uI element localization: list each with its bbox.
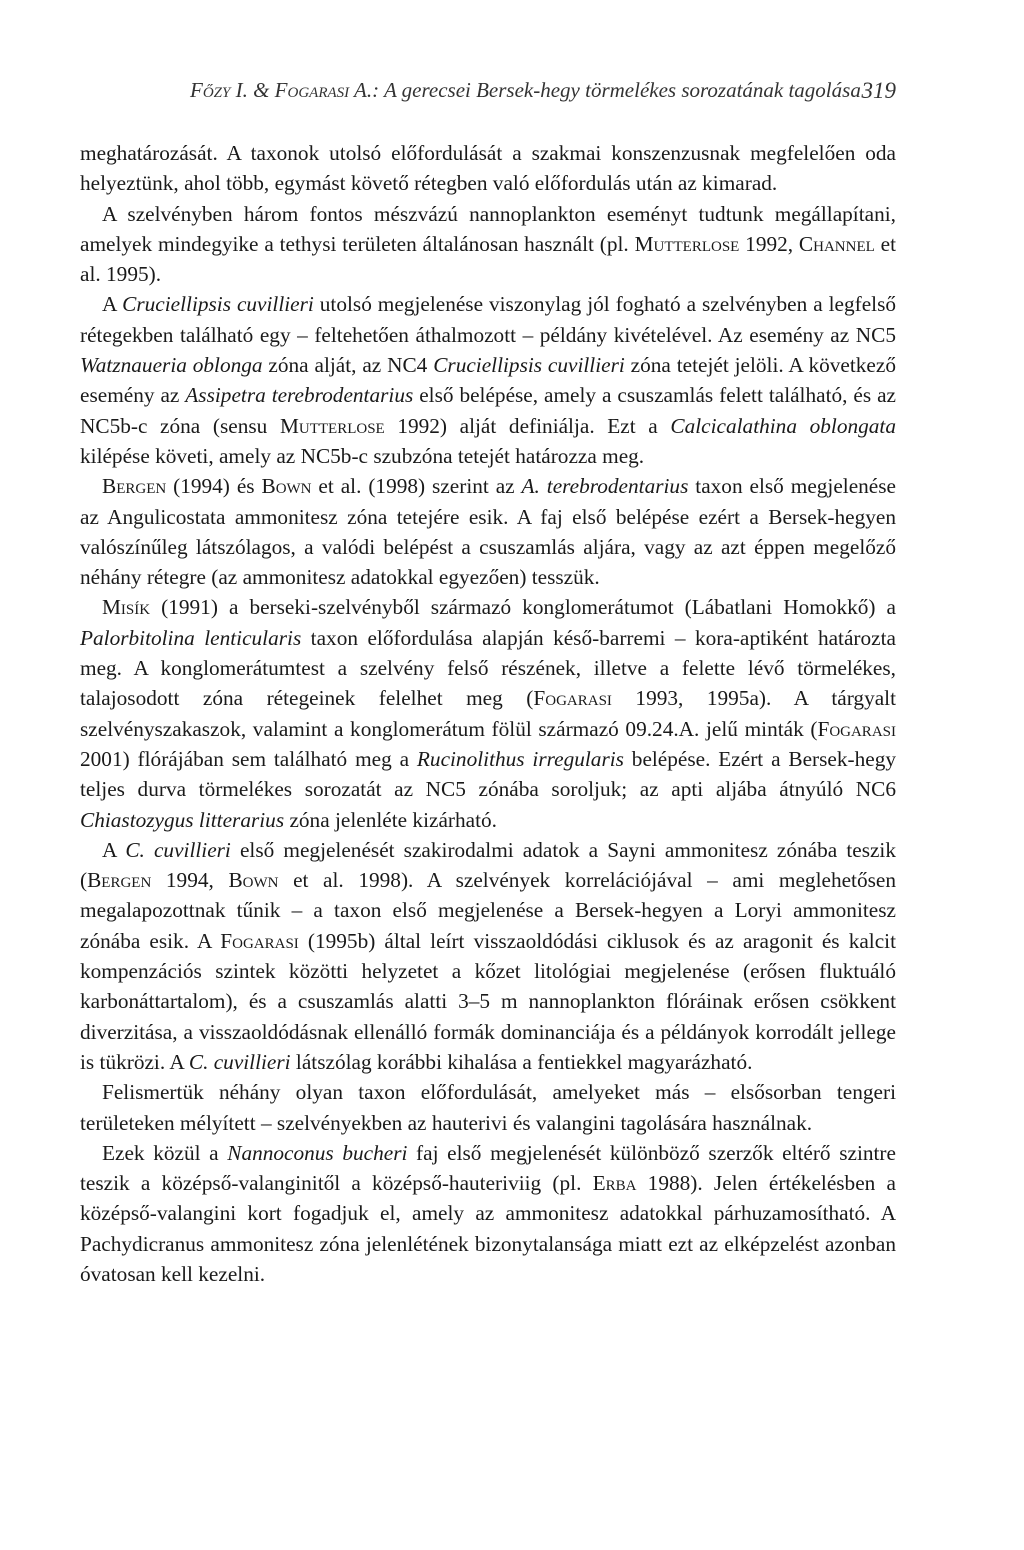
author-citation: Bown: [228, 868, 279, 893]
text-run: 1994,: [151, 868, 229, 893]
text-run: Felismertük néhány olyan taxon előfordulását, amelyeket más – elsősorban tengeri területeken mélyített – szelvényekben az hauterivi és valangini tagolására használnak.: [80, 1080, 896, 1135]
paragraph: [80, 592, 896, 834]
text-run: zóna tetejét jelöli. A következő esemény az: [80, 353, 896, 408]
taxon-name: Palorbitolina lenticularis: [80, 625, 302, 650]
paragraph: [80, 1138, 896, 1289]
taxon-name: Cruciellipsis cuvillieri: [433, 353, 625, 378]
text-run: taxon előfordulása alapján késő-barremi – kora-aptiként határozta meg. A konglomerátumtest a szelvény felső részének, illetve a felette lévő törmelékes, talajosodott zóna rétegeinek felelhet meg (: [80, 625, 896, 711]
text-run: belépése. Ezért a Bersek-hegy teljes durva törmelékes sorozatát az NC5 zónába soroljuk; az apti aljába átnyúló NC6: [80, 746, 897, 802]
text-run: (1994) és: [166, 474, 262, 499]
taxon-name: Rucinolithus irregularis: [416, 746, 624, 771]
running-head-article-title: A gerecsei Bersek-hegy törmelékes sorozatának tagolása: [383, 78, 861, 102]
text-run: 1993, 1995a). A tárgyalt szelvényszakaszok, valamint a konglomerátum fölül származó 09.24.A. jelű minták (: [80, 686, 897, 741]
paragraph: [80, 471, 896, 592]
author-citation: Erba: [592, 1171, 637, 1196]
text-run: utolsó megjelenése viszonylag jól fogható a szelvényben a legfelső rétegekben található egy – feltehetően áthalmozott – példány kivételével. Az esemény az NC5: [80, 292, 897, 347]
text-run: meghatározását. A taxonok utolsó előfordulását a szakmai konszenzusnak megfelelően oda helyeztünk, ahol több, egymást követő rétegben való előfordulás után az kimarad.: [80, 141, 896, 196]
text-run: (1995b) által leírt visszaoldódási ciklusok és az aragonit és kalcit kompenzációs szintek közötti helyzetet a kőzet litológiai megjelenése (erősen fluktuáló karbonáttartalom), és a csuszamlás alatti 3–5 m nannoplankton flóráinak erősen csökkent diverzitása, a visszaoldódásnak ellenálló formák dominanciája és a példányok korrodált jellege is tükrözi. A: [80, 928, 896, 1074]
text-run: zóna alját, az NC4: [262, 353, 434, 378]
text-run: 1988). Jelen értékelésben a középső-valangini kort fogadjuk el, amely az ammonitesz adatokkal párhuzamosítható. A Pachydicranus ammonitesz zóna jelenlétének bizonytalansága miatt ezt az elképzelést azonban óvatosan kell kezelni.: [80, 1171, 896, 1286]
taxon-name: Calcicalathina oblongata: [670, 413, 896, 438]
text-run: et al. 1998). A szelvények korrelációjával – ami meglehetősen megalapozottnak tűnik – a taxon első megjelenése a Bersek-hegyen a Loryi ammonitesz zónába esik. A: [80, 868, 896, 953]
text-run: faj első megjelenését különböző szerzők eltérő szintre teszik a középső-valanginitől a középső-hauteriviig (pl.: [80, 1140, 896, 1196]
text-run: (1991) a berseki-szelvényből származó konglomerátumot (Lábatlani Homokkő) a: [150, 595, 896, 620]
author-citation: Bergen: [87, 868, 152, 893]
author-citation: Misík: [102, 595, 151, 620]
running-head: [190, 78, 896, 108]
running-head-authors: Főzy I. & Fogarasi A.:: [190, 78, 380, 102]
body-text: [80, 138, 896, 1289]
author-citation: Fogarasi: [533, 686, 612, 711]
author-citation: Bergen: [102, 474, 167, 499]
taxon-name: Nannoconus bucheri: [227, 1140, 408, 1165]
paragraph: [80, 835, 896, 1077]
text-run: et al. 1995).: [80, 231, 896, 287]
taxon-name: Assipetra terebrodentarius: [185, 383, 414, 408]
author-citation: Channel: [798, 231, 875, 256]
taxon-name: A. terebrodentarius: [521, 474, 689, 499]
text-run: első belépése, amely a csuszamlás felett található, és az NC5b-c zóna (sensu: [80, 383, 896, 438]
taxon-name: Chiastozygus litterarius: [80, 807, 285, 832]
running-head-title: [190, 78, 861, 103]
taxon-name: C. cuvillieri: [125, 837, 231, 862]
text-run: A szelvényben három fontos mészvázú nannoplankton eseményt tudtunk megállapítani, amelyek mindegyike a tethysi területen általánosan használt (pl.: [80, 201, 896, 256]
text-run: 1992) alját definiálja. Ezt a: [384, 413, 671, 438]
text-run: látszólag korábbi kihalása a fentiekkel magyarázható.: [290, 1049, 753, 1074]
paragraph: [80, 289, 896, 471]
text-run: A: [102, 292, 123, 317]
taxon-name: Watznaueria oblonga: [80, 353, 263, 378]
text-run: kilépése követi, amely az NC5b-c szubzóna tetejét határozza meg.: [80, 443, 645, 468]
text-run: et al. (1998) szerint az: [311, 474, 522, 499]
taxon-name: Cruciellipsis cuvillieri: [122, 292, 314, 317]
paragraph: [80, 1077, 896, 1138]
author-citation: Fogarasi: [817, 716, 896, 741]
paragraph: [80, 138, 896, 199]
text-run: A: [102, 837, 126, 862]
text-run: taxon első megjelenése az Angulicostata ammonitesz zóna tetejére esik. A faj első belépése ezért a Bersek-hegyen valószínűleg látszólagos, a valódi belépést a csuszamlás aljára, vagy az azt éppen megelőző néhány rétegre (az ammonitesz adatokkal egyezően) tesszük.: [80, 474, 896, 590]
paragraph: [80, 199, 896, 290]
text-run: 1992,: [739, 231, 799, 256]
author-citation: Mutterlose: [634, 231, 740, 256]
text-run: 2001) flórájában sem található meg a: [80, 746, 417, 771]
author-citation: Bown: [261, 474, 312, 499]
text-run: első megjelenését szakirodalmi adatok a Sayni ammonitesz zónába teszik (: [80, 837, 896, 893]
text-run: Ezek közül a: [102, 1140, 228, 1165]
author-citation: Mutterlose: [279, 413, 385, 438]
text-run: zóna jelenléte kizárható.: [284, 807, 497, 832]
taxon-name: C. cuvillieri: [188, 1049, 291, 1074]
page-number: 319: [861, 78, 896, 103]
author-citation: Fogarasi: [220, 928, 299, 953]
